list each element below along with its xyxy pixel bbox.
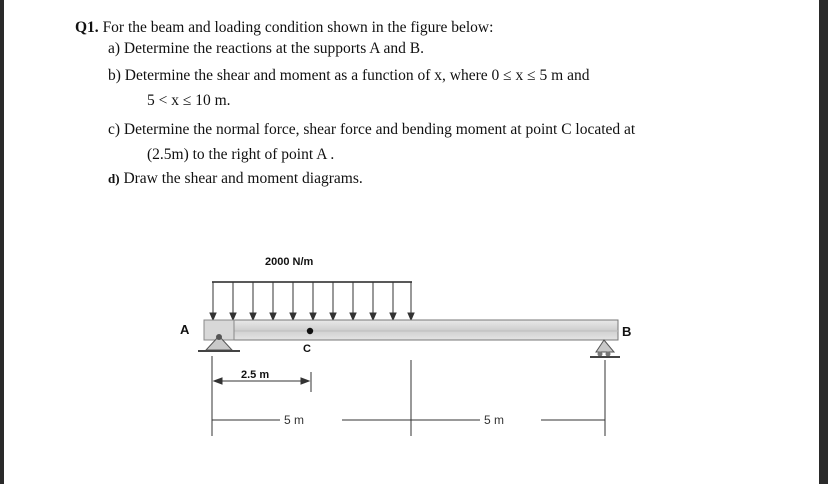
point-c-marker bbox=[307, 328, 313, 334]
pin-support-a bbox=[198, 320, 240, 351]
load-arrow bbox=[330, 282, 336, 320]
part-c-marker: c) bbox=[108, 121, 121, 138]
load-label: 2000 N/m bbox=[265, 256, 314, 268]
load-arrow bbox=[408, 282, 414, 320]
load-arrow bbox=[250, 282, 256, 320]
load-arrow bbox=[370, 282, 376, 320]
support-a-label: A bbox=[180, 322, 190, 337]
beam bbox=[204, 320, 618, 340]
load-arrows bbox=[210, 282, 414, 320]
part-c-text-line2: (2.5m) to the right of point A . bbox=[147, 146, 335, 163]
roller-support-b bbox=[590, 340, 620, 357]
part-b-text-line2: 5 < x ≤ 10 m. bbox=[147, 92, 231, 109]
load-arrow bbox=[390, 282, 396, 320]
load-arrow bbox=[210, 282, 216, 320]
dimension-2-5m-label: 2.5 m bbox=[241, 369, 270, 381]
load-arrow bbox=[230, 282, 236, 320]
part-a-text: Determine the reactions at the supports A and B. bbox=[123, 40, 424, 57]
dimension-lines bbox=[212, 356, 605, 436]
part-b-marker: b) bbox=[108, 67, 121, 84]
load-arrow bbox=[270, 282, 276, 320]
part-c-text-line1: Determine the normal force, shear force and bending moment at point C located at bbox=[123, 121, 636, 138]
part-b-text-line1: Determine the shear and moment as a function of x, where 0 ≤ x ≤ 5 m and bbox=[124, 67, 590, 84]
dimension-span1-label: 5 m bbox=[284, 413, 305, 427]
dimension-span2-label: 5 m bbox=[484, 413, 505, 427]
support-b-label: B bbox=[622, 324, 632, 339]
part-d-text: Draw the shear and moment diagrams. bbox=[123, 170, 363, 187]
load-arrow bbox=[310, 282, 316, 320]
question-number: Q1. bbox=[75, 19, 99, 36]
question-stem: For the beam and loading condition shown in the figure below: bbox=[102, 19, 494, 36]
load-arrow bbox=[290, 282, 296, 320]
load-arrow bbox=[350, 282, 356, 320]
part-a-marker: a) bbox=[108, 40, 121, 57]
point-c-label: C bbox=[303, 343, 311, 355]
part-d-marker: d) bbox=[108, 171, 120, 186]
